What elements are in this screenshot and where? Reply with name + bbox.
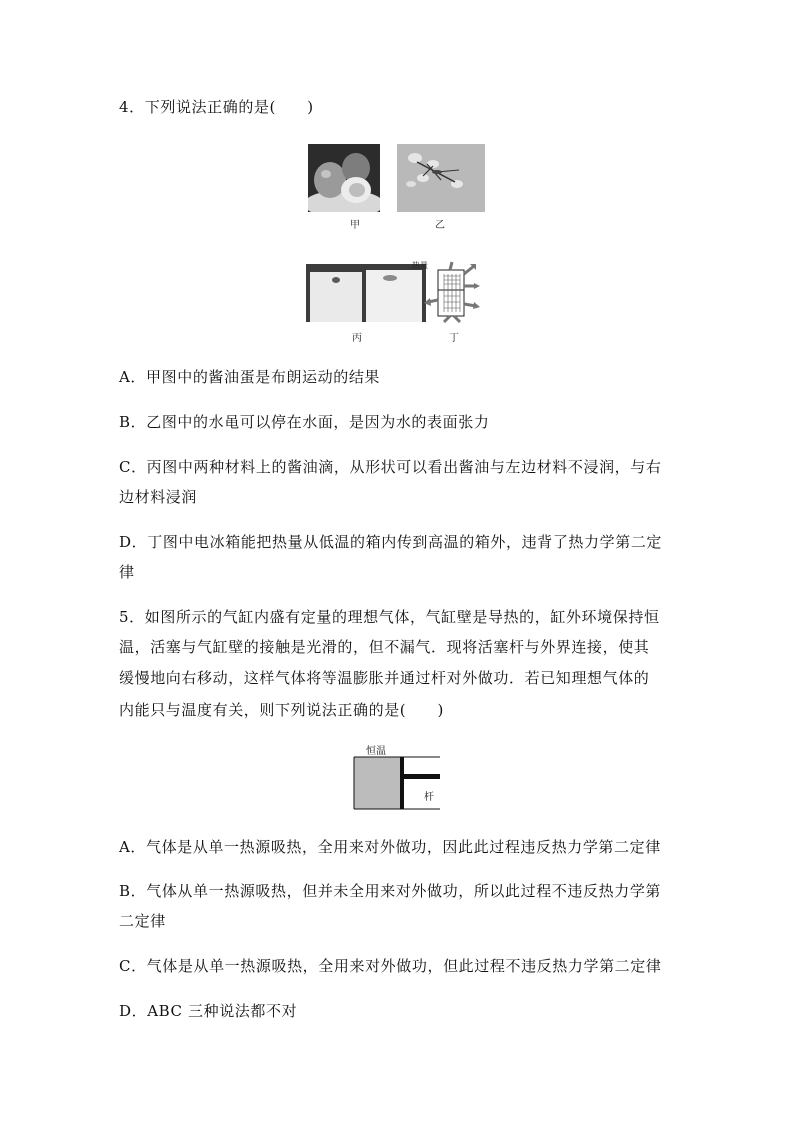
q4-option-b: B．乙图中的水黾可以停在水面，是因为水的表面张力 bbox=[119, 413, 490, 431]
caption-jia: 甲 bbox=[350, 220, 360, 231]
q5-stem-line2: 温，活塞与气缸壁的接触是光滑的，但不漏气．现将活塞杆与外界连接，使其 bbox=[119, 638, 650, 656]
caption-yi: 乙 bbox=[435, 220, 445, 231]
q5-option-a: A．气体是从单一热源吸热，全用来对外做功，因此此过程违反热力学第二定律 bbox=[119, 838, 661, 856]
q5-option-c: C．气体是从单一热源吸热，全用来对外做功，但此过程不违反热力学第二定律 bbox=[119, 957, 662, 975]
q4-option-a: A．甲图中的酱油蛋是布朗运动的结果 bbox=[119, 368, 381, 386]
caption-bing: 丙 bbox=[352, 333, 362, 344]
q5-stem-line4: 内能只与温度有关，则下列说法正确的是( ) bbox=[119, 701, 444, 719]
caption-ding: 丁 bbox=[449, 333, 459, 344]
q5-option-b-line1: B．气体从单一热源吸热，但并未全用来对外做功，所以此过程不违反热力学第 bbox=[119, 882, 662, 900]
constant-temperature-label: 恒温 bbox=[366, 746, 386, 757]
q4-option-d-line1: D．丁图中电冰箱能把热量从低温的箱内传到高温的箱外，违背了热力学第二定 bbox=[119, 533, 663, 551]
figure-jia-eggs-image bbox=[308, 144, 380, 212]
q5-option-d: D．ABC 三种说法都不对 bbox=[119, 1002, 298, 1020]
figure-yi-water-strider-image bbox=[397, 144, 485, 212]
q4-option-c-line2: 边材料浸润 bbox=[119, 488, 198, 506]
q5-stem-line1: 5．如图所示的气缸内盛有定量的理想气体，气缸壁是导热的，缸外环境保持恒 bbox=[119, 608, 660, 626]
q4-option-d-line2: 律 bbox=[119, 563, 135, 581]
q5-option-b-line2: 二定律 bbox=[119, 912, 166, 930]
rod-label: 杆 bbox=[424, 792, 434, 803]
q4-stem: 4．下列说法正确的是( ) bbox=[119, 98, 314, 116]
heat-label: 热量 bbox=[412, 261, 428, 270]
cylinder-diagram bbox=[352, 740, 442, 812]
q4-option-c-line1: C．丙图中两种材料上的酱油滴，从形状可以看出酱油与左边材料不浸润，与右 bbox=[119, 458, 662, 476]
figure-ding-refrigerator-diagram bbox=[414, 256, 494, 324]
q5-stem-line3: 缓慢地向右移动，这样气体将等温膨胀并通过杆对外做功．若已知理想气体的 bbox=[119, 669, 650, 687]
figure-bing-materials-image bbox=[306, 264, 426, 322]
